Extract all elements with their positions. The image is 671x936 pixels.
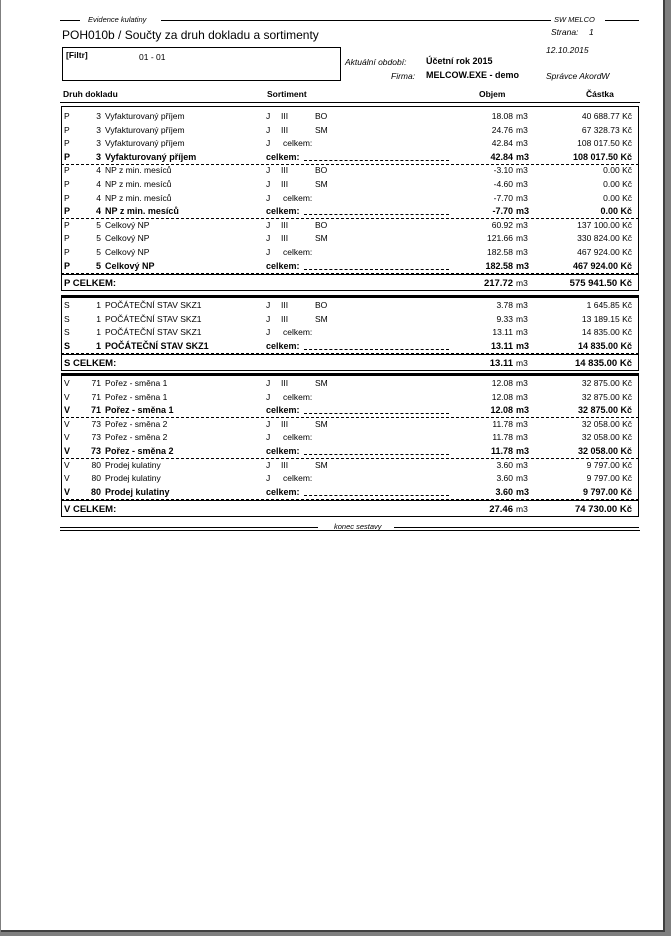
assortment-type: J — [266, 124, 271, 135]
doc-type-name: NP z min. mesíců — [105, 165, 172, 176]
volume-value: 12.08 — [491, 391, 513, 402]
assortment-type: J — [266, 300, 271, 310]
amount-value: 32 058.00 Kč — [581, 418, 632, 429]
assortment-type: J — [266, 179, 271, 189]
volume-unit: m3 — [516, 179, 528, 189]
report-section — [61, 295, 639, 371]
subtotal-row — [61, 445, 639, 458]
assortment-code: SM — [315, 233, 328, 244]
table-row — [61, 326, 639, 339]
total-label: celkem: — [283, 432, 313, 443]
section-top-rule — [61, 373, 639, 376]
assortment-class: III — [281, 418, 289, 429]
filter-value: 01 - 01 — [139, 52, 166, 62]
doc-type-code: P — [64, 192, 70, 203]
assortment-type: J — [266, 219, 271, 230]
table-row — [61, 110, 639, 123]
volume-value: 3.78 — [496, 300, 513, 310]
volume-value: 121.66 — [487, 233, 513, 244]
assortment-type: J — [266, 378, 271, 388]
assortment-type: J — [266, 111, 271, 121]
section-top-rule — [61, 295, 639, 298]
volume-unit: m3 — [516, 459, 528, 470]
doc-type-code: P — [64, 151, 71, 162]
doc-type-code: P — [64, 247, 70, 257]
doc-type-name: Pořez - směna 2 — [105, 432, 168, 443]
amount-value: 9 797.00 Kč — [586, 473, 632, 484]
assortment-type: J — [266, 473, 271, 484]
volume-value: -3.10 — [493, 165, 513, 176]
app-caption: Evidence kulatiny — [88, 15, 147, 24]
doc-type-code: S — [64, 340, 71, 351]
doc-type-number: 73 — [91, 418, 101, 429]
doc-type-code: V — [64, 378, 70, 388]
doc-type-code: V — [64, 446, 71, 456]
doc-type-number: 3 — [96, 138, 101, 149]
doc-type-name: Vyfakturovaný příjem — [105, 124, 185, 135]
assortment-class: III — [281, 179, 289, 189]
doc-type-number: 4 — [95, 206, 101, 217]
volume-unit: m3 — [516, 233, 528, 244]
doc-type-name: Celkový NP — [105, 260, 155, 271]
volume-value: 3.60 — [496, 473, 513, 484]
vendor-caption: SW MELCO — [554, 15, 595, 24]
col-amount: Částka — [586, 89, 614, 99]
table-row — [61, 431, 639, 444]
assortment-type: J — [266, 192, 271, 203]
assortment-type: J — [266, 165, 271, 176]
assortment-class: III — [281, 111, 289, 121]
doc-type-number: 5 — [96, 219, 101, 230]
doc-type-number: 1 — [96, 300, 101, 310]
grand-total-unit: m3 — [516, 358, 528, 369]
header-rule-right — [605, 20, 639, 21]
table-row — [61, 232, 639, 245]
volume-unit: m3 — [516, 165, 528, 176]
amount-value: 467 924.00 Kč — [577, 247, 632, 257]
volume-unit: m3 — [516, 206, 530, 217]
grand-total-volume: 27.46 — [489, 504, 513, 516]
volume-unit: m3 — [516, 111, 528, 121]
volume-value: 11.78 — [490, 446, 513, 456]
assortment-code: SM — [315, 459, 328, 470]
subtotal-leader — [304, 214, 449, 215]
doc-type-number: 80 — [90, 486, 101, 497]
doc-type-number: 5 — [95, 260, 101, 271]
columns-rule — [60, 102, 640, 103]
assortment-code: SM — [315, 313, 328, 324]
amount-value: 108 017.50 Kč — [577, 138, 632, 149]
volume-value: 182.58 — [487, 247, 513, 257]
doc-type-number: 71 — [91, 391, 101, 402]
period-value: Účetní rok 2015 — [426, 56, 493, 66]
volume-value: 12.08 — [490, 405, 513, 416]
volume-unit: m3 — [516, 247, 528, 257]
total-label: celkem: — [283, 247, 313, 257]
amount-value: 0.00 Kč — [600, 206, 632, 217]
subtotal-row — [61, 151, 639, 164]
total-label: celkem: — [266, 206, 300, 217]
amount-value: 14 835.00 Kč — [581, 327, 632, 338]
amount-value: 467 924.00 Kč — [572, 260, 632, 271]
volume-unit: m3 — [516, 378, 528, 388]
doc-type-code: S — [64, 313, 70, 324]
amount-value: 32 875.00 Kč — [581, 391, 632, 402]
end-of-report: konec sestavy — [334, 522, 382, 531]
grand-total-unit: m3 — [516, 278, 528, 289]
company-value: MELCOW.EXE - demo — [426, 70, 520, 80]
grand-total-label: V CELKEM: — [64, 504, 117, 516]
total-label: celkem: — [266, 340, 300, 351]
assortment-code: SM — [315, 418, 328, 429]
assortment-class: III — [281, 233, 289, 244]
doc-type-name: Celkový NP — [105, 247, 150, 257]
doc-type-code: V — [64, 418, 70, 429]
amount-value: 13 189.15 Kč — [581, 313, 632, 324]
report-title: POH010b / Součty za druh dokladu a sortimenty — [62, 28, 319, 42]
doc-type-name: Vyfakturovaný příjem — [105, 111, 185, 121]
subtotal-row — [61, 486, 639, 499]
amount-value: 67 328.73 Kč — [581, 124, 632, 135]
doc-type-number: 4 — [96, 192, 101, 203]
doc-type-number: 73 — [91, 432, 101, 443]
amount-value: 0.00 Kč — [603, 192, 632, 203]
volume-unit: m3 — [516, 391, 528, 402]
volume-value: 13.11 — [490, 340, 513, 351]
volume-unit: m3 — [516, 405, 530, 416]
amount-value: 32 058.00 Kč — [577, 446, 632, 456]
volume-value: -4.60 — [493, 179, 513, 189]
doc-type-code: P — [64, 124, 70, 135]
assortment-type: J — [266, 459, 271, 470]
assortment-class: III — [281, 378, 289, 388]
assortment-code: BO — [315, 300, 328, 310]
company-label: Firma: — [391, 71, 416, 81]
amount-value: 32 875.00 Kč — [577, 405, 632, 416]
volume-value: 3.60 — [496, 459, 513, 470]
volume-value: 18.08 — [491, 111, 513, 121]
doc-type-number: 5 — [96, 233, 101, 244]
total-label: celkem: — [266, 260, 300, 271]
doc-type-code: P — [64, 219, 70, 230]
amount-value: 14 835.00 Kč — [577, 340, 632, 351]
assortment-type: J — [266, 247, 271, 257]
doc-type-name: NP z min. mesíců — [105, 206, 179, 217]
doc-type-code: P — [64, 138, 70, 149]
assortment-type: J — [266, 313, 271, 324]
amount-value: 0.00 Kč — [603, 179, 632, 189]
subtotal-row — [61, 205, 639, 218]
assortment-code: BO — [315, 165, 328, 176]
header-rule-mid — [161, 20, 551, 21]
assortment-code: SM — [315, 124, 328, 135]
volume-value: 11.78 — [492, 432, 513, 443]
volume-value: 24.76 — [491, 124, 513, 135]
volume-unit: m3 — [516, 124, 528, 135]
volume-unit: m3 — [516, 138, 528, 149]
doc-type-code: P — [64, 260, 71, 271]
filter-label: [Filtr] — [66, 50, 88, 60]
doc-type-code: P — [64, 206, 71, 217]
page-number: 1 — [589, 27, 594, 37]
table-row — [61, 313, 639, 326]
assortment-class: III — [281, 165, 289, 176]
table-row — [61, 459, 639, 472]
doc-type-name: Pořez - směna 1 — [105, 405, 174, 416]
amount-value: 1 645.85 Kč — [586, 300, 632, 310]
table-row — [61, 192, 639, 205]
assortment-type: J — [266, 233, 271, 244]
doc-type-name: NP z min. mesíců — [105, 179, 172, 189]
report-date: 12.10.2015 — [546, 45, 589, 55]
doc-type-number: 5 — [96, 247, 101, 257]
section-top-rule — [61, 106, 639, 107]
doc-type-number: 80 — [91, 473, 101, 484]
section-bottom-rule — [61, 516, 639, 517]
doc-type-name: Prodej kulatiny — [105, 473, 161, 484]
volume-unit: m3 — [516, 340, 530, 351]
table-row — [61, 377, 639, 390]
assortment-type: J — [266, 138, 271, 149]
table-row — [61, 178, 639, 191]
grand-total-label: S CELKEM: — [64, 358, 117, 370]
doc-type-code: V — [64, 432, 70, 443]
doc-type-name: POČÁTEČNÍ STAV SKZ1 — [105, 300, 202, 310]
doc-type-code: P — [64, 233, 70, 244]
doc-type-number: 80 — [91, 459, 101, 470]
grand-total-amount: 575 941.50 Kč — [569, 278, 632, 290]
doc-type-name: Pořez - směna 2 — [105, 446, 174, 456]
doc-type-code: P — [64, 111, 70, 121]
assortment-class: III — [281, 459, 289, 470]
subtotal-leader — [304, 413, 449, 414]
total-label: celkem: — [283, 327, 313, 338]
grand-total-amount: 74 730.00 Kč — [574, 504, 632, 516]
volume-unit: m3 — [516, 473, 528, 484]
assortment-code: SM — [315, 179, 328, 189]
table-row — [61, 418, 639, 431]
volume-value: 3.60 — [495, 486, 513, 497]
assortment-type: J — [266, 418, 271, 429]
volume-unit: m3 — [516, 446, 530, 456]
doc-type-number: 71 — [91, 378, 101, 388]
table-row — [61, 124, 639, 137]
report-section — [61, 373, 639, 517]
total-label: celkem: — [266, 486, 300, 497]
amount-value: 32 875.00 Kč — [581, 378, 632, 388]
volume-value: 182.58 — [485, 260, 513, 271]
report-section — [61, 106, 639, 291]
period-label: Aktuální období: — [345, 57, 407, 67]
grand-total-label: P CELKEM: — [64, 278, 117, 290]
volume-unit: m3 — [516, 418, 528, 429]
volume-unit: m3 — [516, 432, 528, 443]
assortment-code: BO — [315, 219, 328, 230]
subtotal-row — [61, 404, 639, 417]
subtotal-leader — [304, 495, 449, 496]
col-assortment: Sortiment — [267, 89, 307, 99]
doc-type-number: 71 — [90, 405, 101, 416]
amount-value: 9 797.00 Kč — [582, 486, 632, 497]
doc-type-name: Prodej kulatiny — [105, 459, 161, 470]
volume-unit: m3 — [516, 300, 528, 310]
table-row — [61, 391, 639, 404]
volume-value: 60.92 — [491, 219, 513, 230]
assortment-class: III — [281, 313, 289, 324]
doc-type-code: V — [64, 405, 71, 416]
volume-value: 13.11 — [492, 327, 513, 338]
volume-value: 11.78 — [492, 418, 513, 429]
amount-value: 40 688.77 Kč — [581, 111, 632, 121]
volume-value: 42.84 — [491, 138, 513, 149]
col-doc-type: Druh dokladu — [63, 89, 118, 99]
volume-value: 9.33 — [496, 313, 513, 324]
doc-type-name: POČÁTEČNÍ STAV SKZ1 — [105, 327, 202, 338]
section-bottom-rule — [61, 290, 639, 291]
total-label: celkem: — [283, 473, 313, 484]
doc-type-number: 1 — [96, 313, 101, 324]
col-volume: Objem — [479, 89, 506, 99]
total-label: celkem: — [283, 391, 313, 402]
assortment-class: III — [281, 124, 289, 135]
grand-total-unit: m3 — [516, 504, 528, 515]
amount-value: 137 100.00 Kč — [577, 219, 632, 230]
assortment-type: J — [266, 327, 271, 338]
admin-name: Správce AkordW — [546, 71, 610, 81]
doc-type-number: 1 — [96, 327, 101, 338]
subtotal-row — [61, 260, 639, 273]
doc-type-name: Celkový NP — [105, 219, 150, 230]
table-row — [61, 164, 639, 177]
total-label: celkem: — [266, 151, 300, 162]
total-label: celkem: — [283, 138, 313, 149]
doc-type-name: Celkový NP — [105, 233, 150, 244]
doc-type-name: Pořez - směna 2 — [105, 418, 168, 429]
amount-value: 0.00 Kč — [603, 165, 632, 176]
subtotal-leader — [304, 160, 449, 161]
doc-type-number: 3 — [96, 124, 101, 135]
grand-total-amount: 14 835.00 Kč — [574, 358, 632, 370]
footer-rule-left — [60, 527, 318, 528]
subtotal-leader — [304, 454, 449, 455]
doc-type-code: V — [64, 459, 70, 470]
volume-unit: m3 — [516, 151, 530, 162]
total-label: celkem: — [266, 405, 300, 416]
assortment-code: SM — [315, 378, 328, 388]
volume-value: 12.08 — [491, 378, 513, 388]
volume-unit: m3 — [516, 192, 528, 203]
doc-type-number: 4 — [96, 165, 101, 176]
doc-type-number: 4 — [96, 179, 101, 189]
volume-unit: m3 — [516, 313, 528, 324]
doc-type-name: Pořez - směna 1 — [105, 391, 168, 402]
footer-rule-right — [394, 527, 639, 528]
doc-type-number: 1 — [95, 340, 101, 351]
subtotal-leader — [304, 269, 449, 270]
doc-type-code: V — [64, 473, 70, 484]
grand-total-volume: 217.72 — [483, 278, 513, 290]
doc-type-code: V — [64, 486, 71, 497]
report-page — [1, 0, 665, 932]
assortment-class: III — [281, 219, 289, 230]
volume-value: -7.70 — [493, 192, 513, 203]
volume-unit: m3 — [516, 486, 530, 497]
amount-value: 9 797.00 Kč — [586, 459, 632, 470]
doc-type-name: Prodej kulatiny — [105, 486, 170, 497]
doc-type-number: 73 — [90, 446, 101, 456]
amount-value: 108 017.50 Kč — [572, 151, 632, 162]
doc-type-code: P — [64, 179, 70, 189]
doc-type-name: POČÁTEČNÍ STAV SKZ1 — [105, 340, 209, 351]
doc-type-number: 3 — [95, 151, 101, 162]
doc-type-name: NP z min. mesíců — [105, 192, 172, 203]
subtotal-row — [61, 340, 639, 353]
table-row — [61, 472, 639, 485]
doc-type-name: Vyfakturovaný příjem — [105, 151, 197, 162]
section-bottom-rule — [61, 370, 639, 371]
total-label: celkem: — [283, 192, 313, 203]
volume-unit: m3 — [516, 260, 530, 271]
footer-rule-bottom — [60, 530, 640, 531]
doc-type-code: S — [64, 327, 70, 338]
grand-total-volume: 13.11 — [489, 358, 513, 370]
doc-type-code: V — [64, 391, 70, 402]
doc-type-number: 3 — [96, 111, 101, 121]
table-row — [61, 246, 639, 259]
amount-value: 330 824.00 Kč — [577, 233, 632, 244]
assortment-code: BO — [315, 111, 328, 121]
assortment-type: J — [266, 391, 271, 402]
page-label: Strana: — [551, 27, 579, 37]
total-label: celkem: — [266, 446, 300, 456]
doc-type-code: S — [64, 300, 70, 310]
filter-box — [62, 47, 341, 81]
assortment-type: J — [266, 432, 271, 443]
doc-type-code: P — [64, 165, 70, 176]
doc-type-name: Vyfakturovaný příjem — [105, 138, 185, 149]
doc-type-name: Pořez - směna 1 — [105, 378, 168, 388]
table-row — [61, 299, 639, 312]
volume-unit: m3 — [516, 327, 528, 338]
subtotal-leader — [304, 349, 449, 350]
amount-value: 32 058.00 Kč — [581, 432, 632, 443]
doc-type-name: POČÁTEČNÍ STAV SKZ1 — [105, 313, 202, 324]
volume-unit: m3 — [516, 219, 528, 230]
volume-value: 42.84 — [490, 151, 513, 162]
header-rule-left — [60, 20, 80, 21]
table-row — [61, 137, 639, 150]
table-row — [61, 219, 639, 232]
volume-value: -7.70 — [492, 206, 513, 217]
assortment-class: III — [281, 300, 289, 310]
